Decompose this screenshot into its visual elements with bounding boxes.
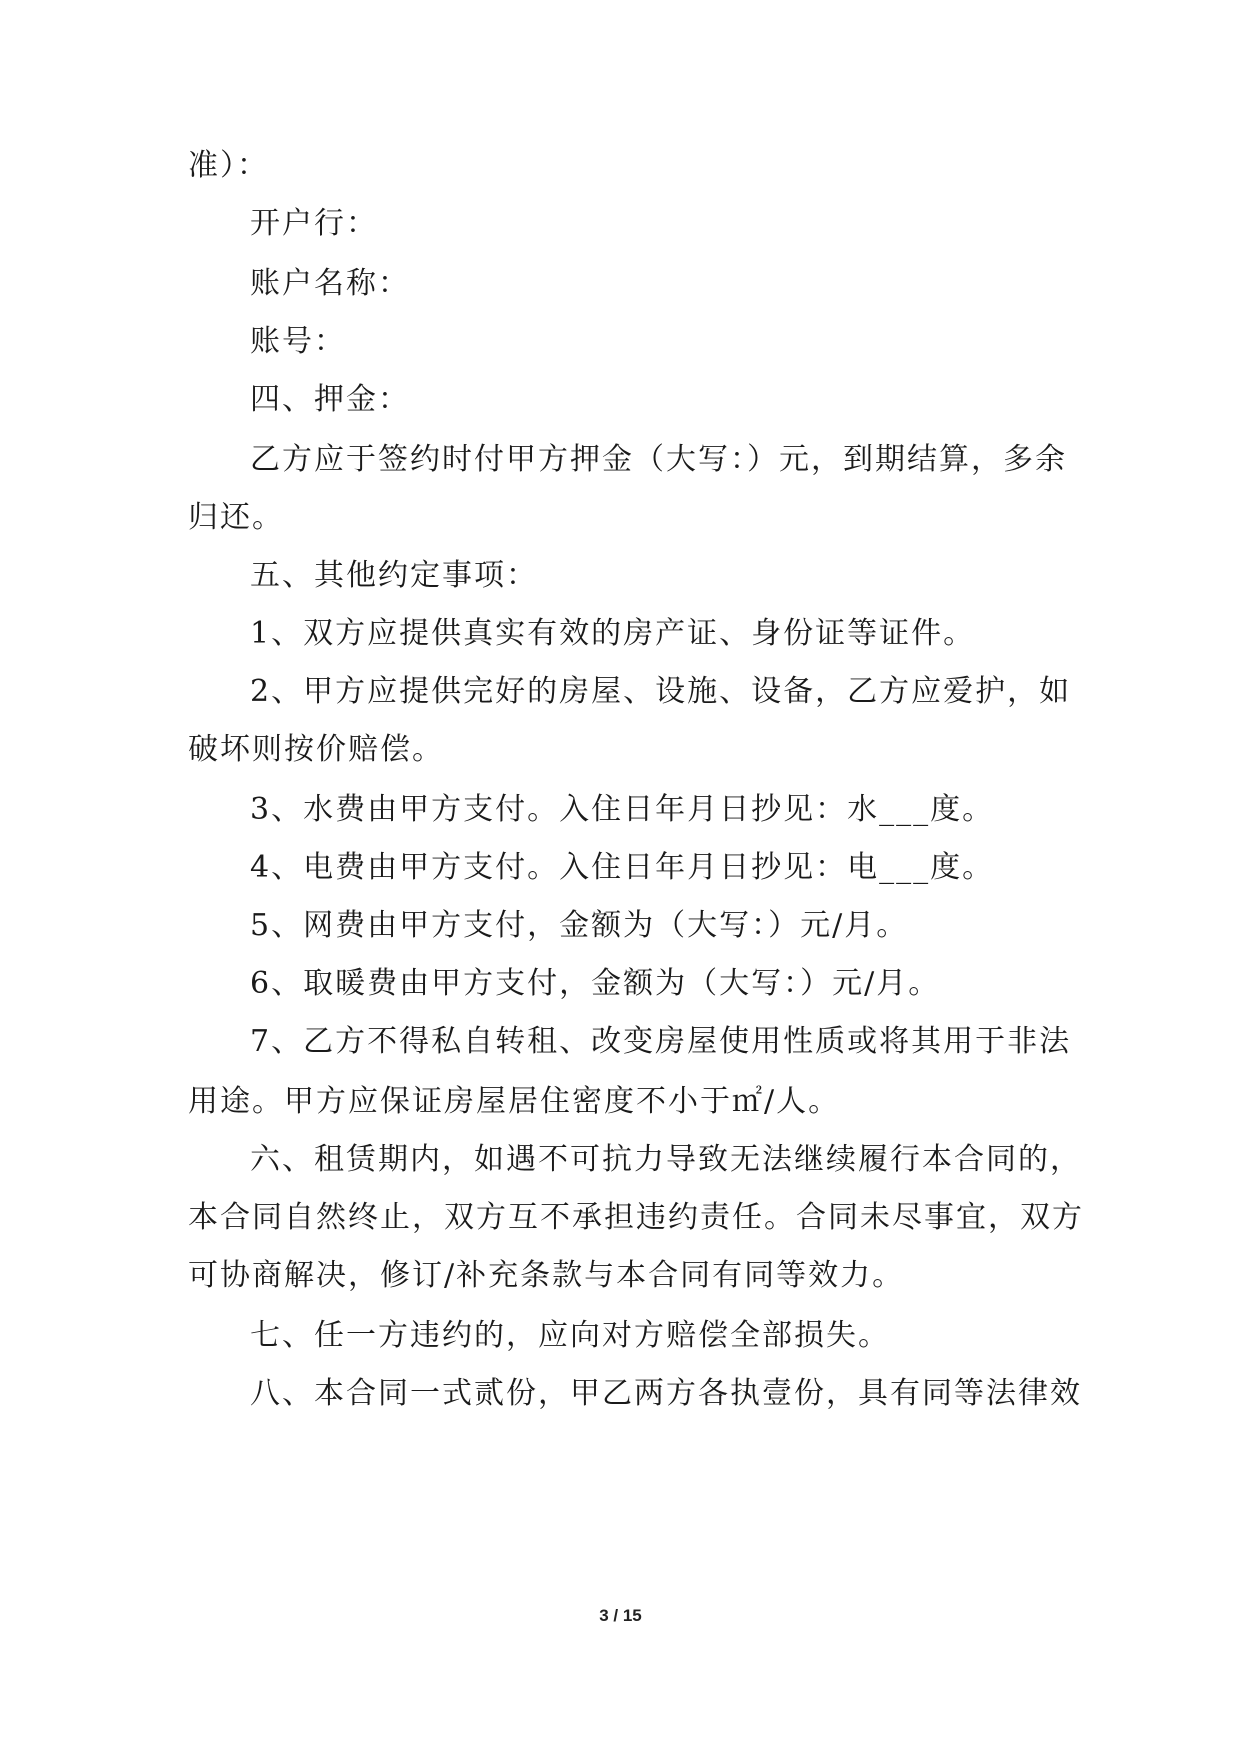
text-line: 破坏则按价赔偿。	[188, 732, 444, 767]
text-line: 用途。甲方应保证房屋居住密度不小于㎡/人。	[188, 1084, 841, 1119]
text-line: 账户名称：	[250, 266, 410, 301]
text-line: 准）：	[188, 148, 269, 183]
section-heading: 八、本合同一式贰份，甲乙两方各执壹份，具有同等法律效	[250, 1376, 1082, 1411]
text-line: 乙方应于签约时付甲方押金（大写：）元，到期结算，多余	[250, 442, 1067, 477]
text-line: 本合同自然终止，双方互不承担违约责任。合同未尽事宜，双方	[188, 1200, 1084, 1235]
text-line: 归还。	[188, 500, 284, 535]
text-line: 可协商解决，修订/补充条款与本合同有同等效力。	[188, 1258, 905, 1293]
section-heading: 六、租赁期内，如遇不可抗力导致无法继续履行本合同的，	[250, 1142, 1082, 1177]
list-item: 5、网费由甲方支付，金额为（大写：）元/月。	[250, 908, 909, 943]
section-heading: 七、任一方违约的，应向对方赔偿全部损失。	[250, 1318, 890, 1353]
section-heading: 五、其他约定事项：	[250, 558, 538, 593]
page-number: 3 / 15	[599, 1606, 642, 1625]
list-item: 3、水费由甲方支付。入住日年月日抄见：水___度。	[250, 792, 995, 827]
list-item: 1、双方应提供真实有效的房产证、身份证等证件。	[250, 616, 976, 651]
list-item: 4、电费由甲方支付。入住日年月日抄见：电___度。	[250, 850, 995, 885]
list-item: 2、甲方应提供完好的房屋、设施、设备，乙方应爱护，如	[250, 674, 1072, 709]
text-line: 开户行：	[250, 206, 378, 241]
list-item: 7、乙方不得私自转租、改变房屋使用性质或将其用于非法	[250, 1024, 1072, 1059]
list-item: 6、取暖费由甲方支付，金额为（大写：）元/月。	[250, 966, 941, 1001]
section-heading: 四、押金：	[250, 382, 410, 417]
text-line: 账号：	[250, 324, 346, 359]
